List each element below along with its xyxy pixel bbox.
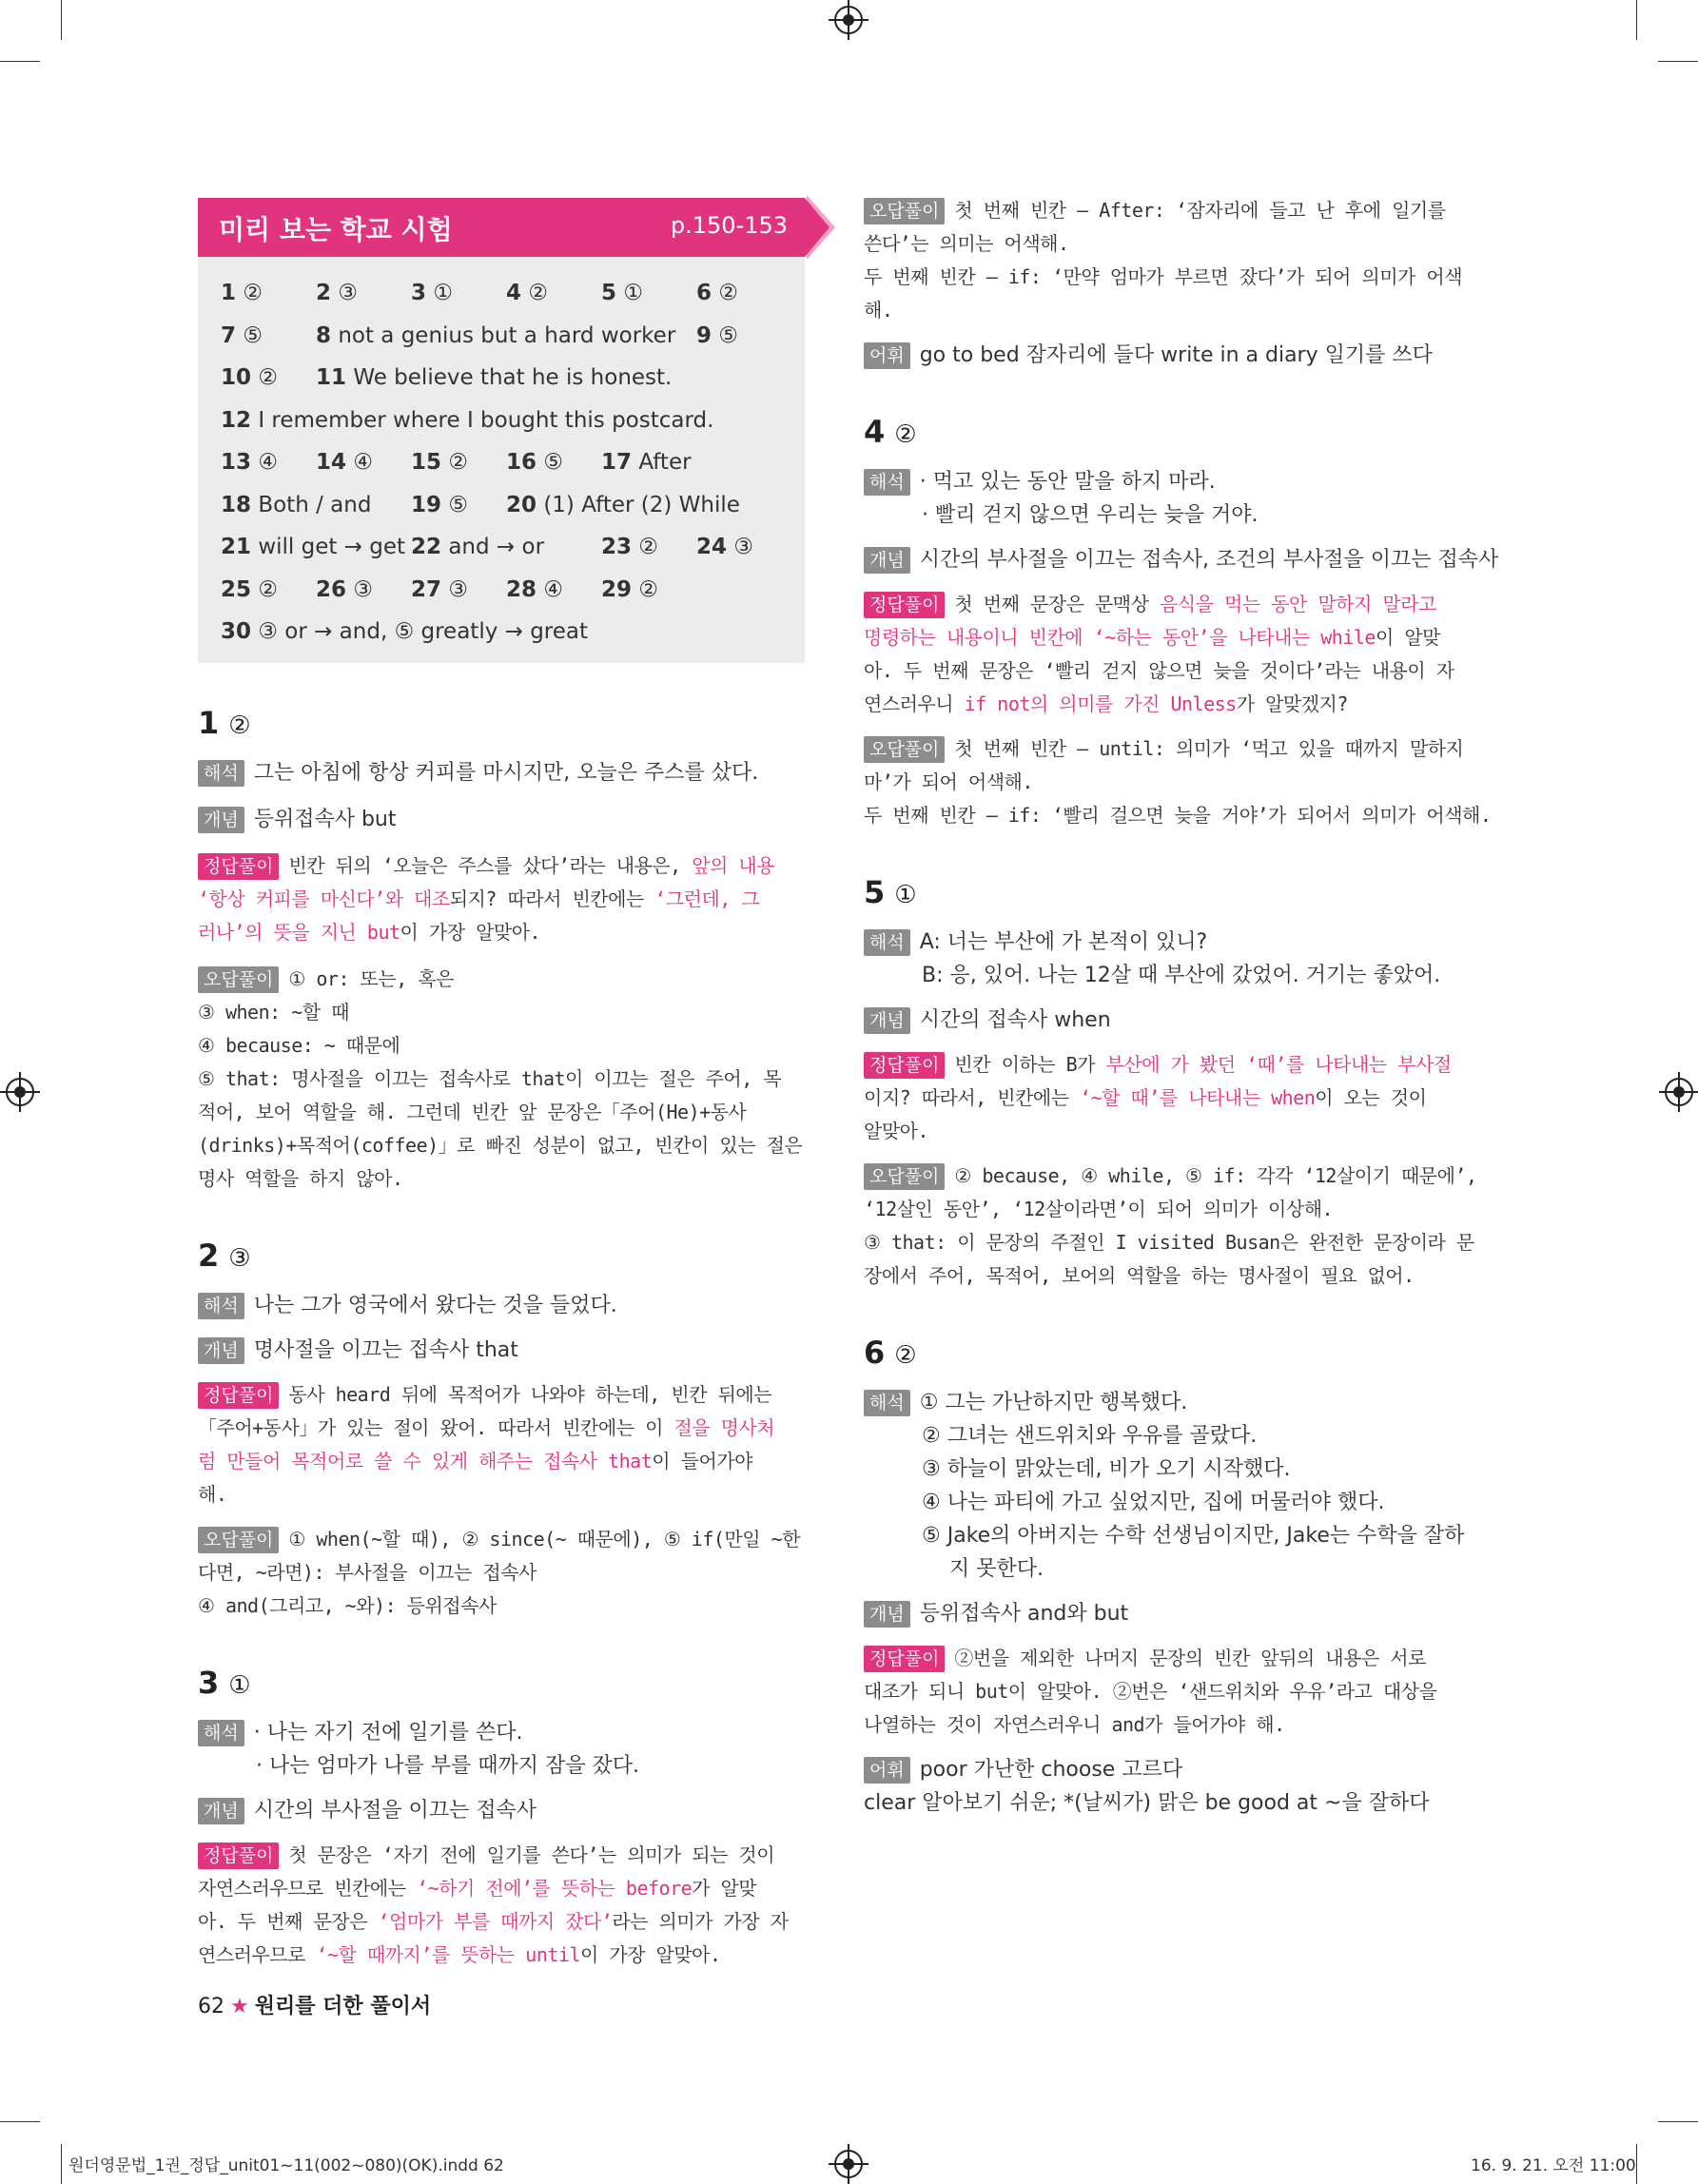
- crop-mark: [0, 2121, 40, 2122]
- concept: 개념 등위접속사 but: [198, 803, 805, 836]
- answer-item: 3 ①: [411, 281, 453, 305]
- answer-item: 26 ③: [316, 576, 373, 602]
- answer-row: [221, 315, 790, 358]
- concept: 개념 명사절을 이끄는 접속사 that: [198, 1334, 805, 1367]
- answer-item: 23 ②: [601, 535, 658, 559]
- answer-item: 1 ②: [221, 281, 263, 305]
- translation: ② 그녀는 샌드위치와 우유를 골랐다.: [922, 1424, 1258, 1448]
- wrong-answer-explanation: 오답풀이 첫 번째 빈칸 – until: 의미가 ‘먹고 있을 때까지 말하지 마’가 되어 어색해. 두 번째 빈칸 – if: ‘빨리 걸으면 늦을 거야’가 되어서 의미가 어색해.: [864, 737, 1492, 827]
- banner-page-range: p.150-153: [670, 212, 788, 239]
- answer-item: 27 ③: [411, 576, 468, 602]
- answer-item: 10 ②: [221, 365, 278, 390]
- crop-mark: [61, 0, 62, 40]
- registration-mark-icon: [1665, 1078, 1693, 1106]
- question-number: 5 ①: [864, 874, 917, 910]
- answer-item: 28 ④: [506, 576, 563, 602]
- answer-key-box: [198, 257, 805, 663]
- file-slug: 원더영문법_1권_정답_unit01~11(002~080)(OK).indd 62: [68, 2156, 504, 2175]
- right-column: [864, 194, 1499, 1820]
- correct-answer-explanation: 정답풀이 빈칸 이하는 B가 부산에 가 봤던 ‘때’를 나타내는 부사절 이지? 따라서, 빈칸에는 ‘~할 때’를 나타내는 when이 오는 것이 알맞아.: [864, 1053, 1452, 1142]
- crop-mark: [0, 61, 40, 62]
- question-number: 6 ②: [864, 1335, 917, 1371]
- translation: 해석 A: 너는 부산에 가 본적이 있니?: [864, 926, 1473, 959]
- answer-item: 30 ③ or → and, ⑤ greatly → great: [221, 619, 589, 644]
- wrong-answer-explanation: 오답풀이 ① when(~할 때), ② since(~ 때문에), ⑤ if(만일 ~한 다면, ~라면): 부사절을 이끄는 접속사 ④ and(그리고, ~와): 등위접속사: [198, 1527, 800, 1617]
- answer-item: 4 ②: [506, 281, 548, 305]
- question-4-explanation: [864, 410, 1499, 832]
- answer-item: 29 ②: [601, 576, 658, 602]
- answer-item: 16 ⑤: [506, 450, 563, 475]
- answer-item: 18 Both / and: [221, 492, 372, 517]
- question-number: 4 ②: [864, 414, 917, 450]
- answer-item: 24 ③: [696, 535, 753, 559]
- translation: · 나는 엄마가 나를 부를 때까지 잠을 잤다.: [256, 1753, 639, 1778]
- concept: 개념 시간의 접속사 when: [864, 1004, 1473, 1037]
- question-3-explanation: [198, 1661, 805, 1972]
- question-5-explanation: [864, 870, 1477, 1293]
- answer-row: [221, 400, 790, 442]
- registration-mark-icon: [834, 2150, 863, 2178]
- registration-mark-icon: [834, 6, 863, 34]
- crop-mark: [1658, 2121, 1698, 2122]
- answer-item: 19 ⑤: [411, 492, 468, 517]
- translation: · 빨리 걷지 않으면 우리는 늦을 거야.: [922, 503, 1259, 527]
- translation: 해석 ① 그는 가난하지만 행복했다.: [864, 1386, 1473, 1419]
- answer-row: [221, 441, 790, 484]
- correct-answer-explanation: 정답풀이 ②번을 제외한 나머지 문장의 빈칸 앞뒤의 내용은 서로 대조가 되니 but이 알맞아. ②번은 ‘샌드위치와 우유’라고 대상을 나열하는 것이 자연스러우니 and가 들어가야 해.: [864, 1647, 1437, 1736]
- banner-arrow: [805, 198, 829, 257]
- answer-item: 6 ②: [696, 281, 738, 305]
- answer-item: 8 not a genius but a hard worker: [316, 322, 676, 348]
- translation: 해석 · 먹고 있는 동안 말을 하지 마라.: [864, 465, 1473, 498]
- answer-row: [221, 484, 790, 527]
- answer-item: 7 ⑤: [221, 322, 263, 348]
- crop-mark: [1636, 0, 1637, 40]
- file-date: 16. 9. 21. 오전 11:00: [1471, 2156, 1636, 2175]
- correct-answer-explanation: 정답풀이 빈칸 뒤의 ‘오늘은 주스를 샀다’라는 내용은, 앞의 내용 ‘항상 커피를 마신다’와 대조되지? 따라서 빈칸에는 ‘그런데, 그 러나’의 뜻을 지닌 but이 가장 알맞아.: [198, 853, 775, 944]
- crop-mark: [1636, 2144, 1637, 2184]
- answer-row: [221, 526, 790, 569]
- translation: 해석 · 나는 자기 전에 일기를 쓴다.: [198, 1716, 805, 1749]
- answer-item: 12 I remember where I bought this postcard.: [221, 407, 714, 433]
- vocabulary: 어휘 poor 가난한 choose 고르다: [864, 1753, 1473, 1786]
- answer-item: 13 ④: [221, 450, 278, 475]
- translation: ③ 하늘이 맑았는데, 비가 오기 시작했다.: [922, 1457, 1291, 1481]
- question-1-explanation: [198, 701, 805, 1196]
- section-banner: [198, 198, 805, 257]
- page-footer: [198, 1990, 431, 2019]
- correct-answer-explanation: 정답풀이 첫 문장은 ‘자기 전에 일기를 쓴다’는 의미가 되는 것이 자연스러우므로 빈칸에는 ‘~하기 전에’를 뜻하는 before가 알맞 아. 두 번째 문장은 ‘엄마가 부를 때까지 잤다’라는 의미가 가장 자 연스러우므로 ‘~할 때까지’를 뜻하는 until이 가장 알맞아.: [198, 1843, 789, 1966]
- vocabulary: 어휘 go to bed 잠자리에 들다 write in a diary 일기를 쓰다: [864, 339, 1473, 372]
- concept: 개념 등위접속사 and와 but: [864, 1597, 1473, 1630]
- concept: 개념 시간의 부사절을 이끄는 접속사: [198, 1794, 805, 1827]
- question-6-explanation: [864, 1331, 1473, 1820]
- translation: B: 응, 있어. 나는 12살 때 부산에 갔었어. 거기는 좋았어.: [922, 964, 1441, 987]
- answer-item: 14 ④: [316, 450, 373, 475]
- translation: 해석 나는 그가 영국에서 왔다는 것을 들었다.: [198, 1289, 805, 1322]
- answer-item: 22 and → or: [411, 535, 545, 559]
- wrong-answer-explanation: 오답풀이 첫 번째 빈칸 – After: ‘잠자리에 들고 난 후에 일기를 쓴다’는 의미는 어색해. 두 번째 빈칸 – if: ‘만약 엄마가 부르면 잤다’가 되어 의미가 어색 해.: [864, 199, 1463, 322]
- correct-answer-explanation: 정답풀이 동사 heard 뒤에 목적어가 나와야 하는데, 빈칸 뒤에는 「주어+동사」가 있는 절이 왔어. 따라서 빈칸에는 이 절을 명사처 럼 만들어 목적어로 쓸 수 있게 해주는 접속사 that이 들어가야 해.: [198, 1382, 775, 1506]
- answer-row: [221, 569, 790, 612]
- answer-row: [221, 357, 790, 400]
- wrong-answer-explanation: 오답풀이 ② because, ④ while, ⑤ if: 각각 ‘12살이기 때문에’, ‘12살인 동안’, ‘12살이라면’이 되어 의미가 이상해. ③ that: 이 문장의 주절인 I visited Busan은 완전한 문장이라 문 장에서 주어, 목적어, 보어의 역할을 하는 명사절이 필요 없어.: [864, 1164, 1477, 1287]
- page-number: 62: [198, 1995, 224, 2018]
- answer-item: 17 After: [601, 450, 692, 475]
- answer-item: 9 ⑤: [696, 322, 738, 348]
- crop-mark: [1658, 61, 1698, 62]
- answer-item: 20 (1) After (2) While: [506, 492, 740, 517]
- banner-title: 미리 보는 학교 시험: [219, 214, 453, 245]
- answer-item: 5 ①: [601, 281, 643, 305]
- star-icon: ★: [230, 1995, 249, 2018]
- left-column: [198, 198, 805, 1972]
- wrong-answer-explanation: 오답풀이 ① or: 또는, 혹은 ③ when: ~할 때 ④ because: ~ 때문에 ⑤ that: 명사절을 이끄는 접속사로 that이 이끄는 절은 주어, 목 적어, 보어 역할을 해. 그런데 빈칸 앞 문장은「주어(He)+동사 (drinks)+목적어(coffee)」로 빠진 성분이 없고, 빈칸이 있는 절은 명사 역할을 하지 않아.: [198, 966, 803, 1190]
- question-number: 2 ③: [198, 1237, 251, 1274]
- answer-row: [221, 272, 790, 315]
- translation: ⑤ Jake의 아버지는 수학 선생님이지만, Jake는 수학을 잘하: [922, 1524, 1465, 1548]
- answer-row: [221, 611, 790, 653]
- answer-item: 15 ②: [411, 450, 468, 475]
- vocabulary: clear 알아보기 쉬운; *(날씨가) 맑은 be good at ~을 잘하다: [864, 1791, 1430, 1815]
- crop-mark: [61, 2144, 62, 2184]
- question-number: 1 ②: [198, 704, 251, 741]
- question-number: 3 ①: [198, 1664, 251, 1701]
- registration-mark-icon: [6, 1078, 34, 1106]
- concept: 개념 시간의 부사절을 이끄는 접속사, 조건의 부사절을 이끄는 접속사: [864, 543, 1473, 576]
- answer-item: 11 We believe that he is honest.: [316, 365, 673, 390]
- answer-item: 2 ③: [316, 281, 358, 305]
- answer-item: 25 ②: [221, 576, 278, 602]
- correct-answer-explanation: 정답풀이 첫 번째 문장은 문맥상 음식을 먹는 동안 말하지 말라고 명령하는 내용이니 빈칸에 ‘~하는 동안’을 나타내는 while이 알맞 아. 두 번째 문장은 ‘빨리 걷지 않으면 늦을 것이다’라는 내용이 자 연스러우니 if not의 의미를 가진 Unless가 알맞겠지?: [864, 593, 1454, 715]
- translation: ④ 나는 파티에 가고 싶었지만, 집에 머물러야 했다.: [922, 1491, 1385, 1514]
- answer-item: 21 will get → get: [221, 535, 406, 559]
- translation: 해석 그는 아침에 항상 커피를 마시지만, 오늘은 주스를 샀다.: [198, 756, 805, 790]
- question-2-explanation: [198, 1234, 805, 1623]
- book-title: 원리를 더한 풀이서: [254, 1995, 432, 2018]
- translation: 지 못한다.: [949, 1557, 1044, 1581]
